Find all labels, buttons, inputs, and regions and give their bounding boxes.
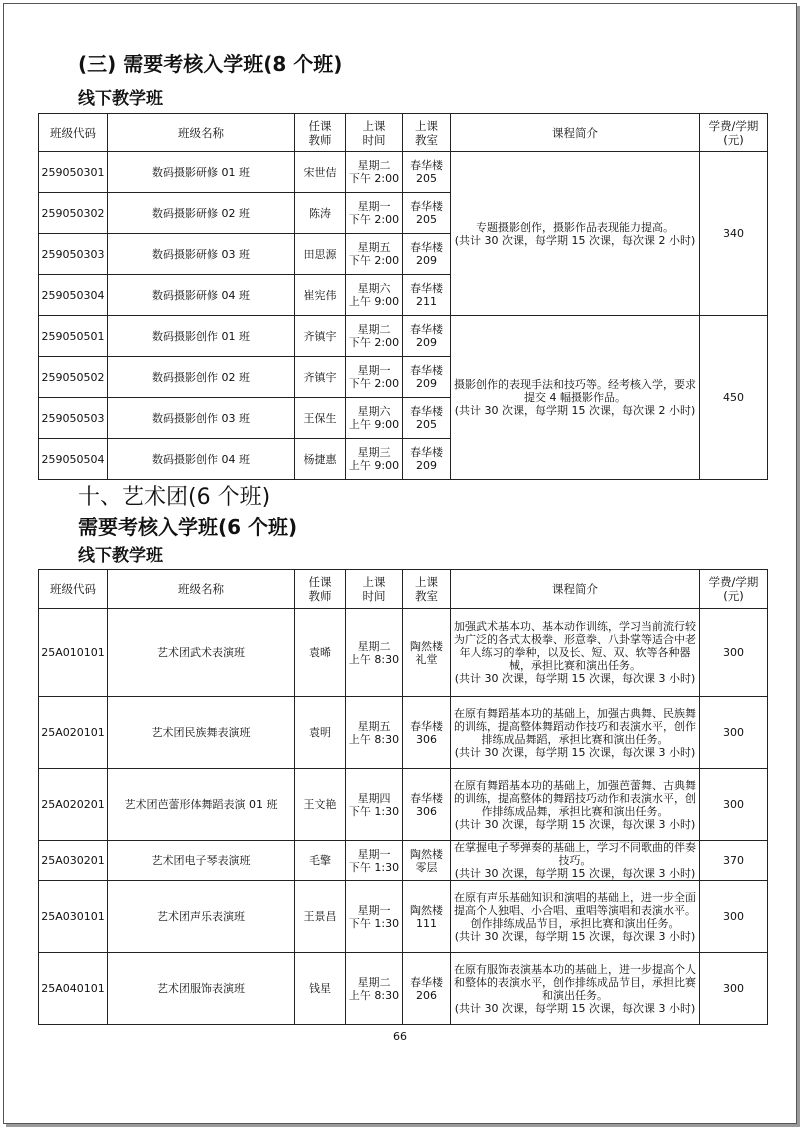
table-header-row: [39, 114, 768, 152]
table-row: [39, 609, 768, 697]
class-time: 星期二 上午 8:30: [346, 609, 403, 697]
header-time: 上课 时间: [346, 114, 403, 152]
class-name: 数码摄影创作 04 班: [108, 439, 295, 480]
class-fee: 300: [700, 881, 768, 953]
class-time: 星期一 下午 1:30: [346, 881, 403, 953]
class-time: 星期一 下午 2:00: [346, 193, 403, 234]
course-description: 在原有舞蹈基本功的基础上，加强芭蕾舞、古典舞的训练，提高整体的舞蹈技巧动作和表演水平，创作排练成品舞，承担比赛和演出任务。 (共计 30 次课，每学期 15 次课，每次课 3 小时): [451, 769, 700, 841]
table-row: [39, 697, 768, 769]
course-description: 在原有服饰表演基本功的基础上，进一步提高个人和整体的表演水平，创作排练成品节目，承担比赛和演出任务。 (共计 30 次课，每学期 15 次课，每次课 3 小时): [451, 953, 700, 1025]
course-description: 在原有声乐基础知识和演唱的基础上，进一步全面提高个人独唱、小合唱、重唱等演唱和表演水平。创作排练成品节目，承担比赛和演出任务。 (共计 30 次课，每学期 15 次课，每次课 3 小时): [451, 881, 700, 953]
class-code: 259050304: [39, 275, 108, 316]
class-teacher: 袁明: [295, 697, 346, 769]
table-row: [39, 841, 768, 881]
course-description: 专题摄影创作，摄影作品表现能力提高。 (共计 30 次课，每学期 15 次课，每次课 2 小时): [451, 152, 700, 316]
header-time: 上课 时间: [346, 570, 403, 609]
class-teacher: 齐镇宇: [295, 316, 346, 357]
class-code: 25A030101: [39, 881, 108, 953]
course-description: 加强武术基本功、基本动作训练，学习当前流行较为广泛的各式太极拳、形意拳、八卦掌等适合中老年人练习的拳种，以及长、短、双、软等各种器械，承担比赛和演出任务。 (共计 30 次课，每学期 15 次课，每次课 3 小时): [451, 609, 700, 697]
class-name: 艺术团民族舞表演班: [108, 697, 295, 769]
section-title: 需要考核入学班(6 个班): [78, 515, 298, 539]
class-time: 星期四 下午 1:30: [346, 769, 403, 841]
class-name: 艺术团电子琴表演班: [108, 841, 295, 881]
class-teacher: 王文艳: [295, 769, 346, 841]
class-fee: 370: [700, 841, 768, 881]
class-name: 艺术团服饰表演班: [108, 953, 295, 1025]
class-name: 数码摄影创作 02 班: [108, 357, 295, 398]
class-code: 25A020101: [39, 697, 108, 769]
header-desc: 课程简介: [451, 114, 700, 152]
class-fee: 340: [700, 152, 768, 316]
class-name: 艺术团声乐表演班: [108, 881, 295, 953]
class-code: 259050503: [39, 398, 108, 439]
class-name: 艺术团芭蕾形体舞蹈表演 01 班: [108, 769, 295, 841]
class-fee: 300: [700, 953, 768, 1025]
class-teacher: 陈涛: [295, 193, 346, 234]
section-subtitle: 线下教学班: [78, 89, 163, 109]
header-teacher: 任课 教师: [295, 114, 346, 152]
class-room: 春华楼 206: [403, 953, 451, 1025]
header-code: 班级代码: [39, 570, 108, 609]
class-room: 春华楼 209: [403, 357, 451, 398]
class-time: 星期二 下午 2:00: [346, 152, 403, 193]
class-room: 春华楼 209: [403, 316, 451, 357]
class-time: 星期三 上午 9:00: [346, 439, 403, 480]
class-teacher: 宋世佶: [295, 152, 346, 193]
class-code: 25A030201: [39, 841, 108, 881]
table-row: [39, 152, 768, 193]
class-teacher: 毛擎: [295, 841, 346, 881]
class-room: 陶然楼 111: [403, 881, 451, 953]
header-name: 班级名称: [108, 570, 295, 609]
class-code: 259050504: [39, 439, 108, 480]
class-table-photography: [38, 113, 768, 480]
class-time: 星期五 下午 2:00: [346, 234, 403, 275]
class-code: 259050302: [39, 193, 108, 234]
class-code: 25A020201: [39, 769, 108, 841]
class-teacher: 王保生: [295, 398, 346, 439]
class-code: 25A040101: [39, 953, 108, 1025]
header-room: 上课 教室: [403, 570, 451, 609]
class-teacher: 崔宪伟: [295, 275, 346, 316]
class-room: 春华楼 205: [403, 193, 451, 234]
class-name: 艺术团武术表演班: [108, 609, 295, 697]
class-teacher: 袁晞: [295, 609, 346, 697]
class-code: 259050301: [39, 152, 108, 193]
class-table-art-troupe: [38, 569, 768, 1025]
class-time: 星期六 上午 9:00: [346, 398, 403, 439]
class-teacher: 齐镇宇: [295, 357, 346, 398]
table-row: [39, 769, 768, 841]
class-time: 星期五 上午 8:30: [346, 697, 403, 769]
class-name: 数码摄影研修 04 班: [108, 275, 295, 316]
class-fee: 300: [700, 697, 768, 769]
class-time: 星期一 下午 2:00: [346, 357, 403, 398]
class-code: 259050501: [39, 316, 108, 357]
class-code: 259050303: [39, 234, 108, 275]
class-room: 春华楼 306: [403, 697, 451, 769]
class-name: 数码摄影研修 01 班: [108, 152, 295, 193]
class-room: 春华楼 211: [403, 275, 451, 316]
class-time: 星期一 下午 1:30: [346, 841, 403, 881]
page-number: 66: [393, 1030, 407, 1043]
class-name: 数码摄影研修 02 班: [108, 193, 295, 234]
section-title: (三) 需要考核入学班(8 个班): [78, 52, 343, 76]
table-row: [39, 316, 768, 357]
class-fee: 300: [700, 609, 768, 697]
class-room: 春华楼 306: [403, 769, 451, 841]
class-room: 春华楼 205: [403, 398, 451, 439]
class-fee: 450: [700, 316, 768, 480]
class-teacher: 杨捷惠: [295, 439, 346, 480]
chapter-title: 十、艺术团(6 个班): [78, 485, 271, 510]
class-time: 星期二 上午 8:30: [346, 953, 403, 1025]
class-room: 春华楼 205: [403, 152, 451, 193]
course-description: 在掌握电子琴弹奏的基础上，学习不同歌曲的伴奏技巧。 (共计 30 次课，每学期 15 次课，每次课 3 小时): [451, 841, 700, 881]
class-fee: 300: [700, 769, 768, 841]
class-name: 数码摄影创作 01 班: [108, 316, 295, 357]
class-code: 259050502: [39, 357, 108, 398]
header-code: 班级代码: [39, 114, 108, 152]
class-time: 星期六 上午 9:00: [346, 275, 403, 316]
class-time: 星期二 下午 2:00: [346, 316, 403, 357]
header-fee: 学费/学期 (元): [700, 570, 768, 609]
table-row: [39, 881, 768, 953]
header-fee: 学费/学期 (元): [700, 114, 768, 152]
class-room: 春华楼 209: [403, 234, 451, 275]
class-code: 25A010101: [39, 609, 108, 697]
header-name: 班级名称: [108, 114, 295, 152]
section-subtitle: 线下教学班: [78, 546, 163, 566]
header-room: 上课 教室: [403, 114, 451, 152]
class-teacher: 王景昌: [295, 881, 346, 953]
class-room: 春华楼 209: [403, 439, 451, 480]
class-room: 陶然楼 礼堂: [403, 609, 451, 697]
course-description: 摄影创作的表现手法和技巧等。经考核入学，要求提交 4 幅摄影作品。 (共计 30 次课，每学期 15 次课，每次课 2 小时): [451, 316, 700, 480]
class-name: 数码摄影研修 03 班: [108, 234, 295, 275]
header-desc: 课程简介: [451, 570, 700, 609]
class-name: 数码摄影创作 03 班: [108, 398, 295, 439]
course-description: 在原有舞蹈基本功的基础上，加强古典舞、民族舞的训练，提高整体舞蹈动作技巧和表演水平，创作排练成品舞蹈，承担比赛和演出任务。 (共计 30 次课，每学期 15 次课，每次课 3 小时): [451, 697, 700, 769]
class-teacher: 钱星: [295, 953, 346, 1025]
class-room: 陶然楼 零层: [403, 841, 451, 881]
table-header-row: [39, 570, 768, 609]
table-row: [39, 953, 768, 1025]
class-teacher: 田思源: [295, 234, 346, 275]
header-teacher: 任课 教师: [295, 570, 346, 609]
